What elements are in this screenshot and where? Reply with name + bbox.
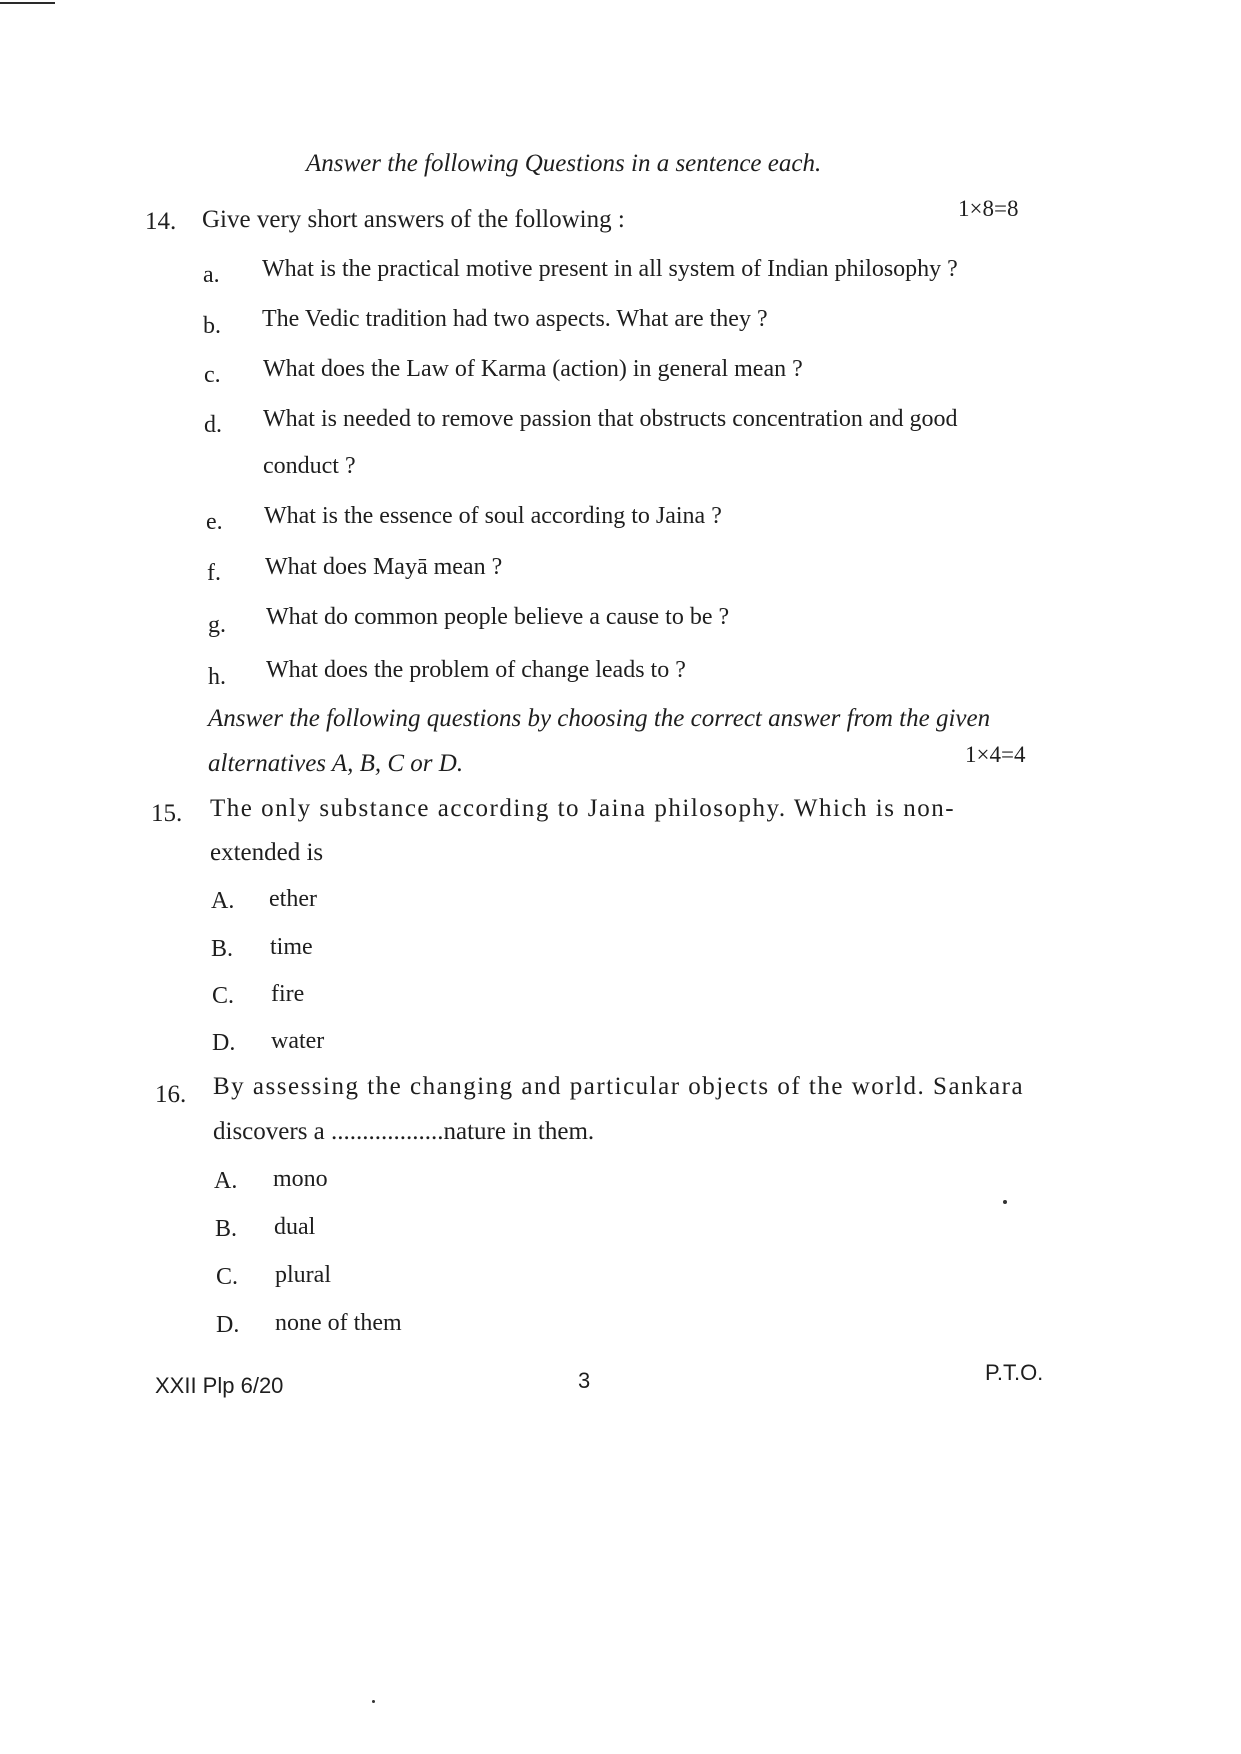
section-b-instruction-line2: alternatives A, B, C or D. bbox=[208, 750, 464, 777]
q15-option-c-label: C. bbox=[212, 983, 235, 1009]
section-b-instruction-line1: Answer the following questions by choosing the correct answer from the given bbox=[208, 705, 991, 732]
q16-option-b-text: dual bbox=[274, 1214, 316, 1240]
q15-text-line1: The only substance according to Jaina philosophy. Which is non- bbox=[210, 795, 956, 822]
section-b-marks: 1×4=4 bbox=[965, 742, 1026, 767]
q16-option-a-label: A. bbox=[214, 1168, 238, 1194]
q15-option-d-label: D. bbox=[212, 1030, 236, 1056]
q15-option-b-label: B. bbox=[211, 936, 234, 962]
q14c-text: What does the Law of Karma (action) in general mean ? bbox=[263, 356, 803, 382]
q14c-label: c. bbox=[204, 362, 221, 388]
q15-text-line2: extended is bbox=[210, 839, 324, 866]
q15-number: 15. bbox=[151, 800, 183, 827]
q16-number: 16. bbox=[155, 1081, 187, 1108]
scan-speck bbox=[372, 1700, 375, 1703]
q14a-text: What is the practical motive present in all system of Indian philosophy ? bbox=[262, 256, 958, 282]
q14f-text: What does Mayā mean ? bbox=[265, 554, 503, 580]
q14g-text: What do common people believe a cause to be ? bbox=[266, 604, 730, 630]
q16-option-d-text: none of them bbox=[275, 1310, 402, 1336]
q14-number: 14. bbox=[145, 208, 177, 235]
q14b-label: b. bbox=[203, 313, 221, 339]
q14h-label: h. bbox=[208, 664, 226, 690]
q14d-label: d. bbox=[204, 412, 222, 438]
q14h-text: What does the problem of change leads to ? bbox=[266, 657, 686, 683]
q14f-label: f. bbox=[207, 560, 221, 586]
scan-speck bbox=[1003, 1200, 1007, 1204]
q16-option-a-text: mono bbox=[273, 1166, 328, 1192]
q15-option-a-text: ether bbox=[269, 886, 317, 912]
q14-text: Give very short answers of the following : bbox=[202, 206, 625, 233]
q16-option-b-label: B. bbox=[215, 1216, 238, 1242]
footer-page-number: 3 bbox=[578, 1368, 591, 1393]
q16-text-line2: discovers a ..................nature in them. bbox=[213, 1118, 595, 1145]
q15-option-b-text: time bbox=[270, 934, 313, 960]
q14e-text: What is the essence of soul according to Jaina ? bbox=[264, 503, 722, 529]
q14b-text: The Vedic tradition had two aspects. What are they ? bbox=[262, 306, 768, 332]
q14-marks: 1×8=8 bbox=[958, 196, 1019, 221]
q14d-text-continued: conduct ? bbox=[263, 453, 356, 479]
q15-option-a-label: A. bbox=[211, 888, 235, 914]
q14e-label: e. bbox=[206, 509, 223, 535]
q16-text-line1: By assessing the changing and particular objects of the world. Sankara bbox=[213, 1073, 1025, 1100]
section-a-instruction: Answer the following Questions in a sentence each. bbox=[306, 150, 822, 177]
scan-edge-line bbox=[0, 2, 55, 4]
footer-pto: P.T.O. bbox=[985, 1360, 1044, 1385]
q14g-label: g. bbox=[208, 612, 226, 638]
q15-option-c-text: fire bbox=[271, 981, 305, 1007]
q14a-label: a. bbox=[203, 262, 220, 288]
q16-option-c-label: C. bbox=[216, 1264, 239, 1290]
q14d-text: What is needed to remove passion that obstructs concentration and good bbox=[263, 406, 958, 432]
q16-option-c-text: plural bbox=[275, 1262, 331, 1288]
q15-option-d-text: water bbox=[271, 1028, 325, 1054]
footer-paper-code: XXII Plp 6/20 bbox=[155, 1373, 284, 1398]
q16-option-d-label: D. bbox=[216, 1312, 240, 1338]
